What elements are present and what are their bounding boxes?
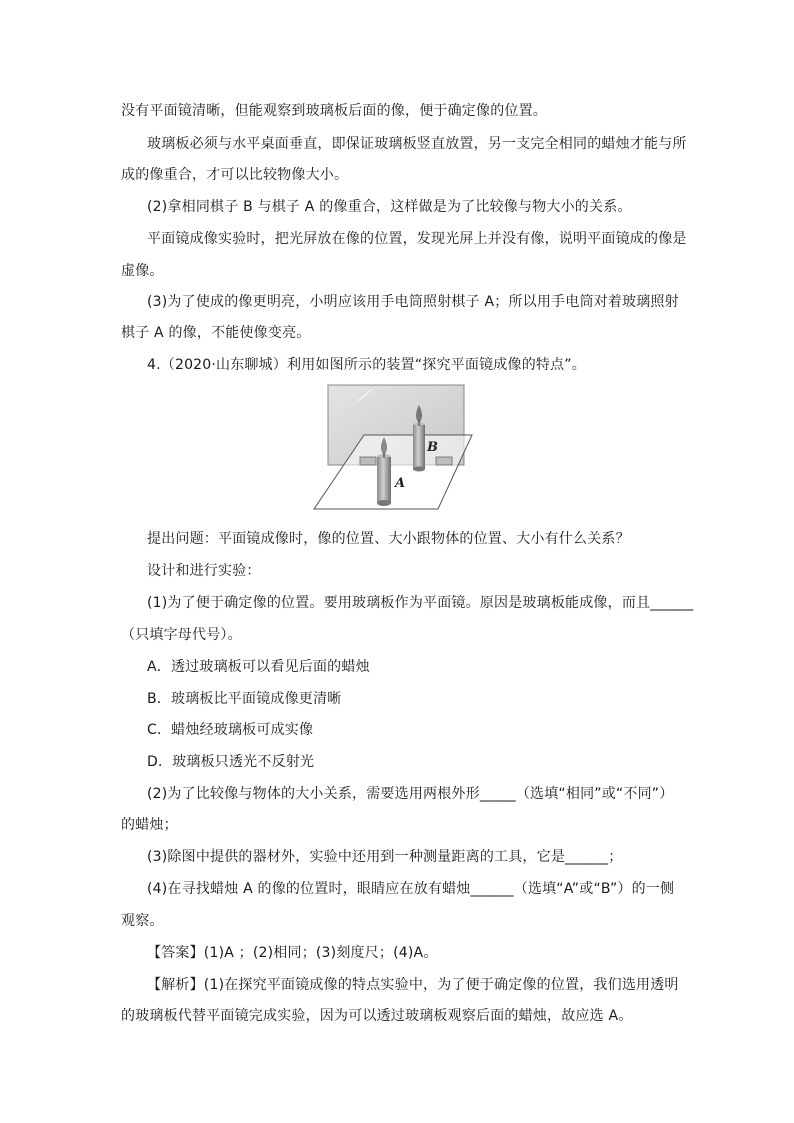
text-line: 玻璃板必须与水平桌面垂直，即保证玻璃板竖直放置，另一支完全相同的蜡烛才能与所 [147,136,687,152]
option-a: A．透过玻璃板可以看见后面的蜡烛 [147,659,370,675]
option-c: C．蜡烛经玻璃板可成实像 [147,722,314,738]
candle-b [413,425,425,469]
text-line: 没有平面镜清晰，但能观察到玻璃板后面的像，便于确定像的位置。 [121,103,547,119]
mirror-experiment-figure [312,383,484,513]
analysis-line: 【解析】(1)在探究平面镜成像的特点实验中，为了便于确定像的位置，我们选用透明 [147,977,679,993]
option-d: D．玻璃板只透光不反射光 [147,754,315,770]
right-support [436,457,452,465]
candle-a [377,457,391,503]
text-line: (1)为了便于确定像的位置。要用玻璃板作为平面镜。原因是玻璃板能成像，而且______ [147,595,694,611]
text-line: 成的像重合，才可以比较物像大小。 [121,167,349,183]
option-b: B．玻璃板比平面镜成像更清晰 [147,691,342,707]
question-heading: 4.（2020·山东聊城）利用如图所示的装置“探究平面镜成像的特点”。 [147,357,586,373]
text-line: 平面镜成像实验时，把光屏放在像的位置，发现光屏上并没有像，说明平面镜成的像是 [147,231,687,247]
left-support [360,457,376,465]
text-line: (2)为了比较像与物体的大小关系，需要选用两根外形_____（选填“相同”或“不同”） [147,786,674,802]
text-line: 设计和进行实验： [147,563,261,579]
text-line: 的玻璃板代替平面镜完成实验，因为可以透过玻璃板观察后面的蜡烛，故应选 A。 [121,1008,633,1024]
text-line: 观察。 [121,913,164,929]
text-line: (3)除图中提供的器材外，实验中还用到一种测量距离的工具，它是______； [147,849,623,865]
label-a: A [395,476,406,491]
text-line: (3)为了使成的像更明亮，小明应该用手电筒照射棋子 A；所以用手电筒对着玻璃照射 [147,294,679,310]
text-line: 提出问题：平面镜成像时，像的位置、大小跟物体的位置、大小有什么关系？ [147,531,630,547]
label-b: B [427,440,438,455]
text-line: 虚像。 [121,263,164,279]
text-line: (4)在寻找蜡烛 A 的像的位置时，眼睛应在放有蜡烛______（选填“A”或“B”）的一侧 [147,881,675,897]
text-line: (2)拿相同棋子 B 与棋子 A 的像重合，这样做是为了比较像与物大小的关系。 [147,199,632,215]
answer-line: 【答案】(1)A ；(2)相同；(3)刻度尺；(4)A。 [147,945,438,961]
text-line: （只填字母代号）。 [121,627,242,643]
text-line: 棋子 A 的像，不能使像变亮。 [121,325,311,341]
text-line: 的蜡烛； [121,817,178,833]
